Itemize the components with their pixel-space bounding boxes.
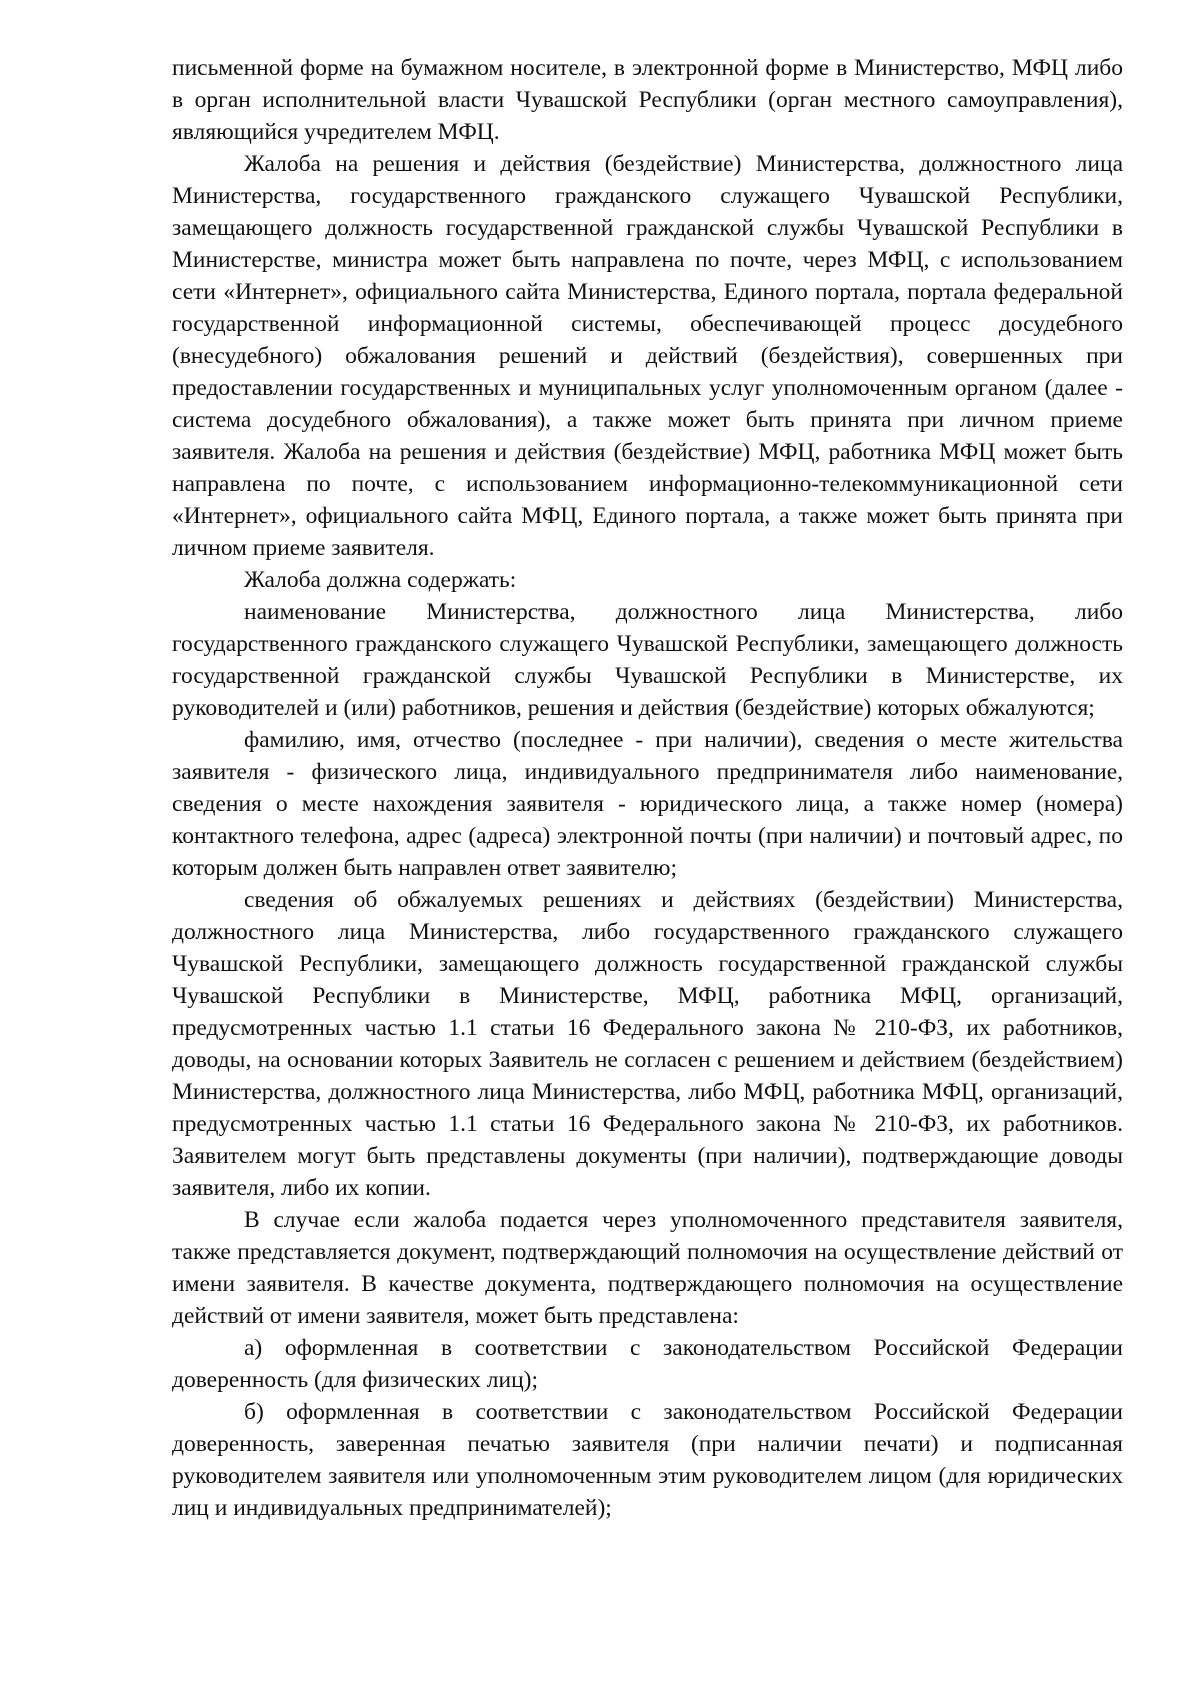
paragraph-item-applicant-details: фамилию, имя, отчество (последнее - при наличии), сведения о месте жительства заявителя - физического лица, индивидуального предпринимателя либо наименование, сведения о месте нахождения заявителя - юридического лица, а также номер (номера) контактного телефона, адрес (адреса) электронной почты (при наличии) и почтовый адрес, по которым должен быть направлен ответ заявителю;: [172, 727, 1123, 881]
paragraph-complaint-contents-intro: Жалоба должна содержать:: [244, 567, 517, 593]
paragraph-complaint-channels: Жалоба на решения и действия (бездействие) Министерства, должностного лица Министерства, государственного гражданского служащего Чувашской Республики, замещающего должность государственной гражданской службы Чувашской Республики в Министерстве, министра может быть направлена по почте, через МФЦ, с использованием сети «Интернет», официального сайта Министерства, Единого портала, портала федеральной государственной информационной системы, обеспечивающей процесс досудебного (внесудебного) обжалования решений и действий (бездействия), совершенных при предоставлении государственных и муниципальных услуг уполномоченным органом (далее - система досудебного обжалования), а также может быть принята при личном приеме заявителя. Жалоба на решения и действия (бездействие) МФЦ, работника МФЦ может быть направлена по почте, с использованием информационно-телекоммуникационной сети «Интернет», официального сайта МФЦ, Единого портала, а также может быть принята при личном приеме заявителя.: [172, 151, 1123, 561]
paragraph-item-a: а) оформленная в соответствии с законодательством Российской Федерации доверенность (для физических лиц);: [172, 1335, 1123, 1393]
paragraph-item-b: б) оформленная в соответствии с законодательством Российской Федерации доверенность, заверенная печатью заявителя (при наличии печати) и подписанная руководителем заявителя или уполномоченным этим руководителем лицом (для юридических лиц и индивидуальных предпринимателей);: [172, 1399, 1123, 1521]
paragraph-continuation: письменной форме на бумажном носителе, в электронной форме в Министерство, МФЦ либо в орган исполнительной власти Чувашской Республики (орган местного самоуправления), являющийся учредителем МФЦ.: [172, 55, 1123, 145]
paragraph-representative: В случае если жалоба подается через уполномоченного представителя заявителя, также представляется документ, подтверждающий полномочия на осуществление действий от имени заявителя. В качестве документа, подтверждающего полномочия на осуществление действий от имени заявителя, может быть представлена:: [172, 1207, 1123, 1329]
paragraph-item-appealed-decisions: сведения об обжалуемых решениях и действиях (бездействии) Министерства, должностного лица Министерства, либо государственного гражданского служащего Чувашской Республики, замещающего должность государственной гражданской службы Чувашской Республики в Министерстве, МФЦ, работника МФЦ, организаций, предусмотренных частью 1.1 статьи 16 Федерального закона № 210-ФЗ, их работников, доводы, на основании которых Заявитель не согласен с решением и действием (бездействием) Министерства, должностного лица Министерства, либо МФЦ, работника МФЦ, организаций, предусмотренных частью 1.1 статьи 16 Федерального закона № 210-ФЗ, их работников. Заявителем могут быть представлены документы (при наличии), подтверждающие доводы заявителя, либо их копии.: [172, 887, 1123, 1201]
document-body: [172, 52, 1123, 1524]
paragraph-item-name: наименование Министерства, должностного лица Министерства, либо государственного гражданского служащего Чувашской Республики, замещающего должность государственной гражданской службы Чувашской Республики в Министерстве, их руководителей и (или) работников, решения и действия (бездействие) которых обжалуются;: [172, 599, 1123, 721]
